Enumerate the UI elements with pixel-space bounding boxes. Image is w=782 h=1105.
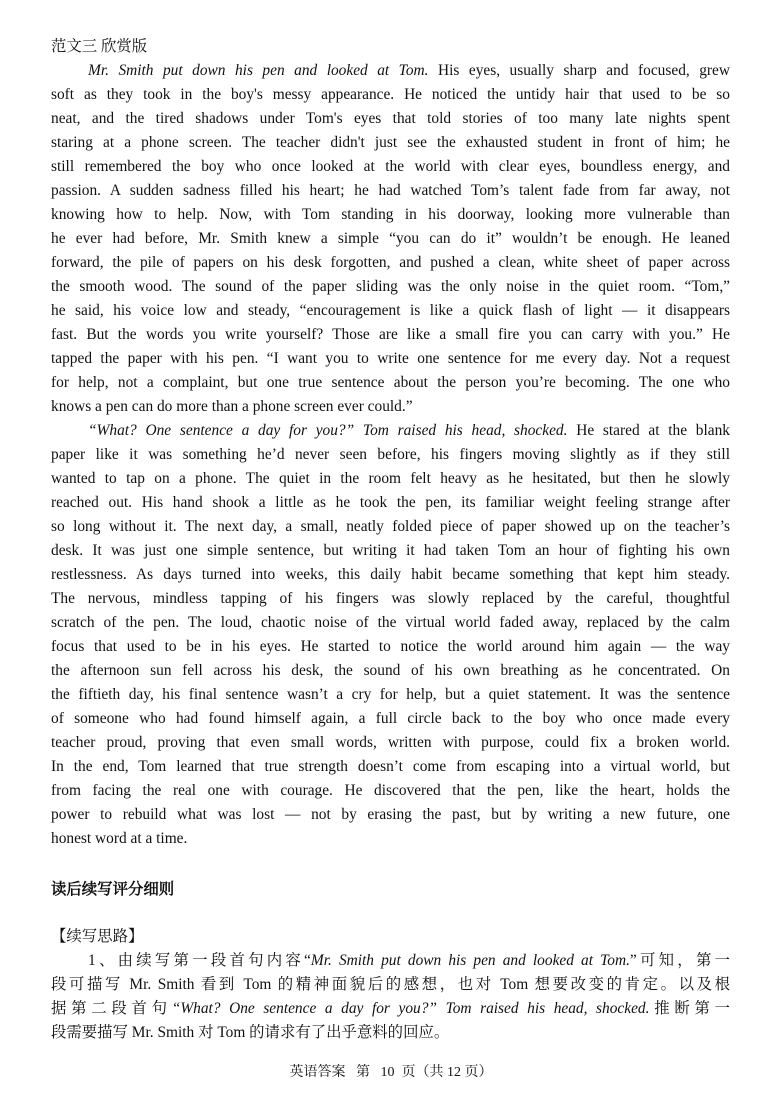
thinking-line-1-quote: Mr. Smith put down his pen and looked at Tom.: [310, 952, 630, 969]
para1-line-10: the smooth wood. The sound of the paper sliding was the only noise in the quiet room. “Tom,”: [51, 278, 730, 295]
para2-line-13: of someone who had found himself again, a full circle back to the boy who once made every: [51, 710, 730, 727]
para1-line-7: knowing how to help. Now, with Tom standing in his doorway, looking more vulnerable than: [51, 206, 730, 223]
para1-line-3: neat, and the tired shadows under Tom's eyes that told stories of too many late nights spent: [51, 110, 730, 127]
thinking-line-3: [51, 997, 730, 1021]
para1-line-2: soft as they took in the boy's messy appearance. He noticed the untidy hair that used to be so: [51, 86, 730, 103]
para2-line-10: focus that used to be in his eyes. He started to notice the world around him again — the way: [51, 638, 730, 655]
thinking-line-3-a: 据第二段首句: [51, 1000, 172, 1017]
para1-line-text: His eyes, usually sharp and focused, grew: [428, 62, 730, 79]
para1-opening-italic: Mr. Smith put down his pen and looked at Tom.: [88, 62, 429, 79]
para2-line-5: so long without it. The next day, a small, neatly folded piece of paper showed up on the teacher’s: [51, 518, 730, 535]
para1-line-14: for help, not a complaint, but one true sentence about the person you’re becoming. The one who: [51, 374, 730, 391]
thinking-line-1-b: ”可知，第一: [629, 952, 730, 969]
para1-line-1: [88, 59, 730, 83]
para1-line-12: fast. But the words you write yourself? Those are like a small fire you can carry with you.” He: [51, 326, 730, 343]
thinking-line-1-a: 1、由续写第一段首句内容“: [88, 952, 311, 969]
para2-opening-italic: “What? One sentence a day for you?” Tom raised his head, shocked.: [88, 422, 568, 439]
para2-line-4: reached out. His hand shook a little as he took the pen, its familiar weight feeling strange after: [51, 494, 730, 511]
para2-line-14: teacher proud, proving that even small words, written with purpose, could fix a broken world.: [51, 734, 730, 751]
para2-line-3: wanted to tap on a phone. The quiet in the room felt heavy as he hesitated, but then he slowly: [51, 470, 730, 487]
para2-line-8: The nervous, mindless tapping of his fingers was slowly replaced by the careful, thoughtful: [51, 590, 730, 607]
para2-line-1: [88, 419, 730, 443]
para1-line-5: still remembered the boy who once looked at the world with clear eyes, boundless energy, and: [51, 158, 730, 175]
page-footer: 英语答案 第 10 页（共 12 页）: [289, 1065, 493, 1080]
para1-line-13: tapped the paper with his pen. “I want you to write one sentence for me every day. Not a request: [51, 350, 730, 367]
para2-line-text: He stared at the blank: [567, 422, 730, 439]
thinking-line-1: [88, 949, 730, 973]
para1-line-8: he ever had before, Mr. Smith knew a simple “you can do it” wouldn’t be enough. He leaned: [51, 230, 730, 247]
thinking-line-4: 段需要描写 Mr. Smith 对 Tom 的请求有了出乎意料的回应。: [51, 1024, 450, 1041]
para2-line-11: the afternoon sun fell across his desk, the sound of his own breathing as he concentrated. On: [51, 662, 730, 679]
para2-line-7: restlessness. As days turned into weeks, this daily habit became something that kept him steady.: [51, 566, 730, 583]
para1-line-9: forward, the pile of papers on his desk forgotten, and pushed a clean, white sheet of paper across: [51, 254, 730, 271]
para2-line-17: power to rebuild what was lost — not by erasing the past, but by writing a new future, one: [51, 806, 730, 823]
para2-line-18: honest word at a time.: [51, 830, 188, 847]
para2-line-12: the fiftieth day, his final sentence wasn’t a cry for help, but a quiet statement. It was the sentence: [51, 686, 730, 703]
thinking-line-3-b: 推断第一: [649, 1000, 730, 1017]
para1-line-15: knows a pen can do more than a phone screen ever could.”: [51, 398, 413, 415]
section-title: 范文三 欣赏版: [51, 38, 148, 55]
thinking-heading: 【续写思路】: [51, 928, 144, 945]
para2-line-6: desk. It was just one simple sentence, but writing it had taken Tom an hour of fighting his own: [51, 542, 730, 559]
para1-line-4: staring at a phone screen. The teacher didn't just see the exhausted student in front of him; he: [51, 134, 730, 151]
para1-line-6: passion. A sudden sadness filled his heart; he had watched Tom’s talent fade from far away, not: [51, 182, 730, 199]
thinking-line-2: 段可描写 Mr. Smith 看到 Tom 的精神面貌后的感想，也对 Tom 想要改变的肯定。以及根: [51, 976, 730, 993]
para2-line-16: from facing the real one with courage. He discovered that the pen, like the heart, holds the: [51, 782, 730, 799]
para1-line-11: he said, his voice low and steady, “encouragement is like a quick flash of light — it disappears: [51, 302, 730, 319]
para2-line-9: scratch of the pen. The loud, chaotic noise of the virtual world faded away, replaced by the calm: [51, 614, 730, 631]
para2-line-15: In the end, Tom learned that true strength doesn’t come from escaping into a virtual world, but: [51, 758, 730, 775]
rubric-heading: 读后续写评分细则: [51, 881, 175, 898]
thinking-line-3-quote: “What? One sentence a day for you?” Tom raised his head, shocked.: [171, 1000, 650, 1017]
para2-line-2: paper like it was something he’d never seen before, his fingers moving slightly as if they still: [51, 446, 730, 463]
